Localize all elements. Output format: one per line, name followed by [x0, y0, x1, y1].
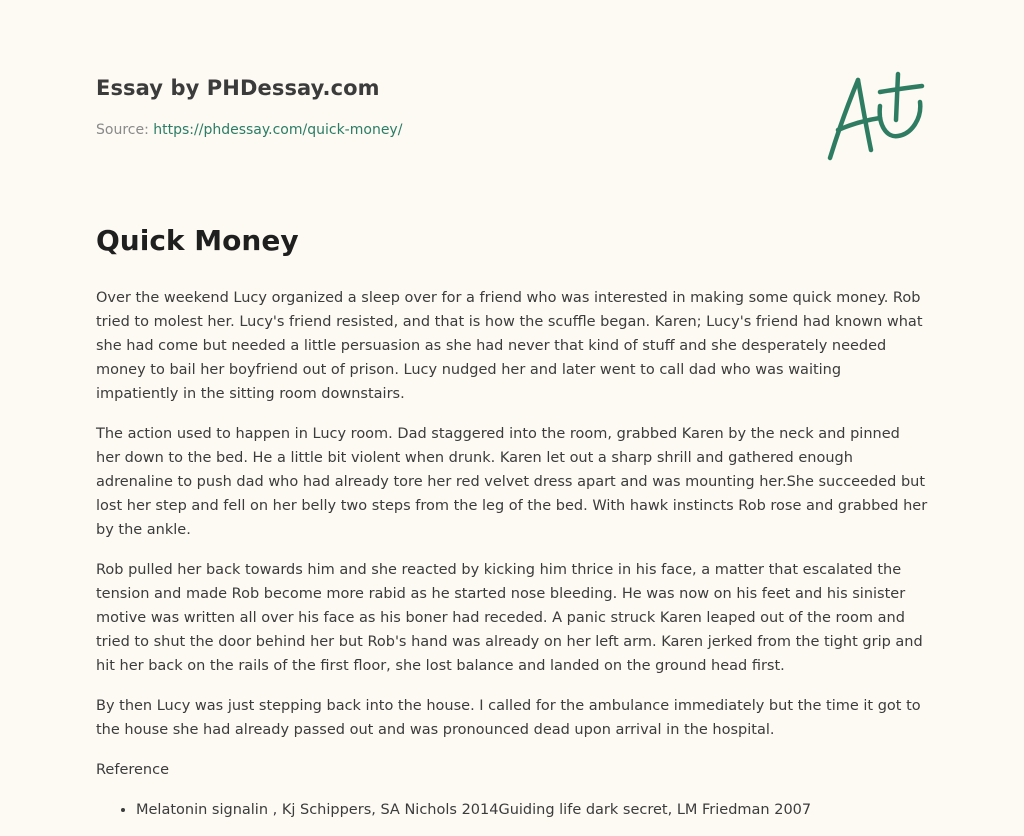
site-title: Essay by PHDessay.com [96, 76, 380, 100]
reference-item: • Melatonin signalin , Kj Schippers, SA Nichols 2014Guiding life dark secret, LM Friedman 2007 [136, 798, 928, 822]
source-link[interactable]: https://phdessay.com/quick-money/ [153, 122, 403, 138]
source-line [96, 122, 796, 138]
source-label: Source: [96, 122, 149, 138]
essay-paragraph: The action used to happen in Lucy room. Dad staggered into the room, grabbed Karen by the neck and pinned her down to the bed. He a little bit violent when drunk. Karen let out a sharp shrill and gathered enough adrenaline to push dad who had already tore her red velvet dress apart and was mounting her.She succeeded but lost her step and fell on her belly two steps from the leg of the bed. With hawk instincts Rob rose and grabbed her by the ankle. [96, 426, 928, 538]
essay-paragraph: Over the weekend Lucy organized a sleep over for a friend who was interested in making some quick money. Rob tried to molest her. Lucy's friend resisted, and that is how the scuffle began. Karen; Lucy's friend had known what she had come but needed a little persuasion as she had never that kind of stuff and she desperately needed money to bail her boyfriend out of prison. Lucy nudged her and later went to call dad who was waiting impatiently in the sitting room downstairs. [96, 290, 923, 402]
page-header [96, 76, 796, 138]
reference-list [96, 798, 928, 822]
essay-title: Quick Money [96, 224, 299, 257]
a-plus-logo [822, 66, 928, 166]
essay-paragraph: By then Lucy was just stepping back into the house. I called for the ambulance immediately but the time it got to the house she had already passed out and was pronounced dead upon arrival in the hospital. [96, 698, 921, 738]
reference-heading: Reference [96, 762, 170, 778]
essay-paragraph: Rob pulled her back towards him and she reacted by kicking him thrice in his face, a matter that escalated the tension and made Rob become more rabid as he started nose bleeding. He was now on his feet and his sinister motive was written all over his face as his boner had receded. A panic struck Karen leaped out of the room and tried to shut the door behind her but Rob's hand was already on her left arm. Karen jerked from the tight grip and hit her back on the rails of the first floor, she lost balance and landed on the ground head first. [96, 562, 923, 674]
essay-body [96, 286, 928, 822]
